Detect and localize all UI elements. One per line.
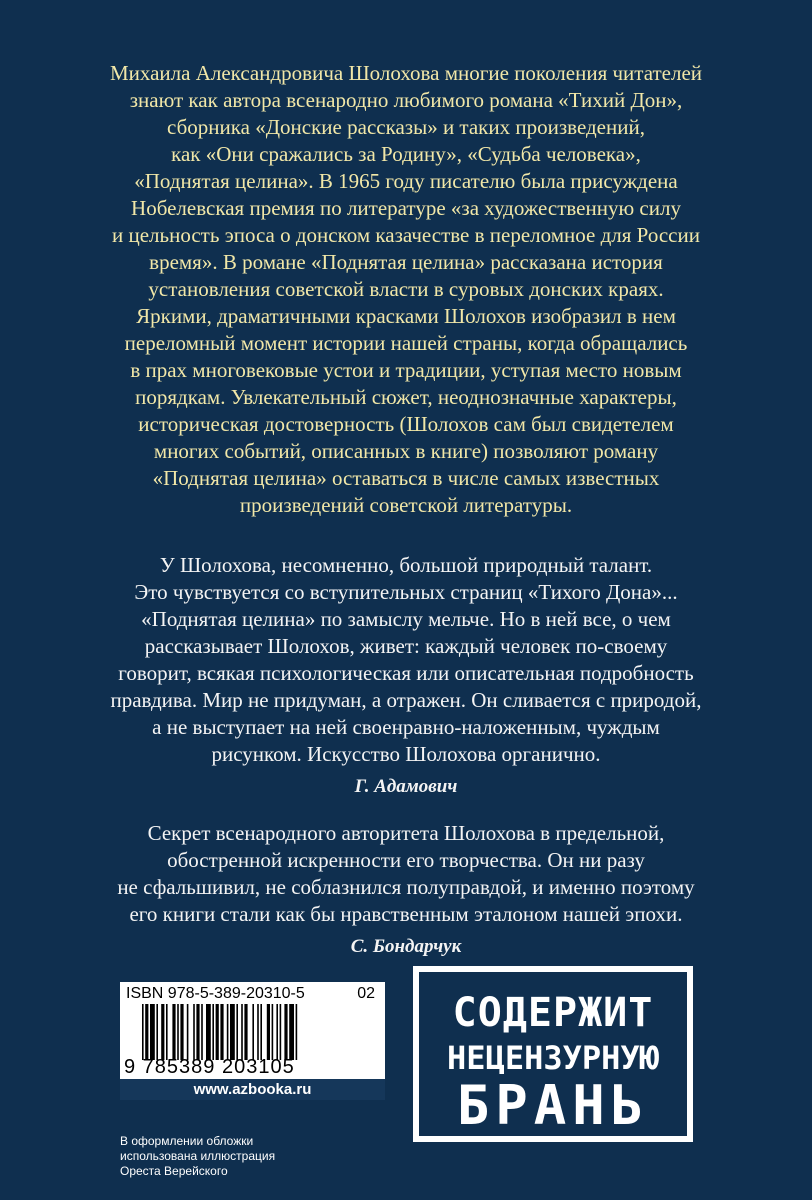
isbn-row [126, 985, 379, 1003]
quote-line: обостренной искренности его творчества. Он ни разу [167, 848, 645, 872]
annotation-line: историческая достоверность (Шолохов сам был свидетелем [138, 412, 674, 436]
barcode-bar [156, 1004, 158, 1060]
quote-line: его книги стали как бы нравственным эталоном нашей эпохи. [129, 902, 683, 926]
barcode-bars [142, 1004, 378, 1060]
barcode-bar [142, 1004, 144, 1060]
barcode-bar [172, 1004, 175, 1060]
annotation-line: как «Они сражались за Родину», «Судьба человека», [171, 142, 641, 166]
barcode-bar [227, 1004, 229, 1060]
quote-line: рассказывает Шолохов, живет: каждый человек по-своему [144, 634, 668, 658]
barcode-bar [161, 1004, 164, 1060]
barcode-bar [177, 1004, 179, 1060]
warning-line: СОДЕРЖИТ [452, 990, 654, 1036]
credit-line: Ореста Верейского [120, 1164, 228, 1178]
barcode-bar [166, 1004, 168, 1060]
isbn-barcode [120, 982, 385, 1100]
annotation-line: переломный момент истории нашей страны, когда обращались [124, 331, 688, 355]
isbn-addon: 02 [357, 985, 375, 1002]
quote-author: Г. Адамович [354, 776, 458, 797]
annotation-line: Нобелевская премия по литературе «за художественную силу [131, 196, 681, 220]
book-annotation [40, 60, 772, 519]
quote-line: не сфальшивил, не соблазнился полуправдой, и именно поэтому [117, 875, 695, 899]
barcode-bar [244, 1004, 247, 1060]
barcode-bar [289, 1004, 294, 1060]
cover-credit [120, 1134, 380, 1179]
barcode-bar [252, 1004, 254, 1060]
quote-line: говорит, всякая психологическая или описательная подробность [118, 661, 694, 685]
annotation-line: «Поднятая целина». В 1965 году писателю была присуждена [134, 169, 678, 193]
barcode-bar [276, 1004, 278, 1060]
barcode-bar [212, 1004, 214, 1060]
barcode-bar [150, 1004, 155, 1060]
quote-line: У Шолохова, несомненно, большой природный талант. [159, 553, 653, 577]
barcode-bar [187, 1004, 189, 1060]
barcode-bar [257, 1004, 259, 1060]
annotation-line: многих событий, описанных в книге) позволяют роману [153, 439, 659, 463]
barcode-bar [180, 1004, 183, 1060]
profanity-warning-badge [413, 966, 693, 1142]
barcode-bar [296, 1004, 298, 1060]
barcode-bar [236, 1004, 238, 1060]
annotation-line: знают как автора всенародно любимого романа «Тихий Дон», [129, 88, 683, 112]
barcode-bar [145, 1004, 148, 1060]
quote-line: «Поднятая целина» по замыслу мельче. Но в ней все, о чем [141, 607, 671, 631]
quote-line: рисунком. Искусство Шолохова органично. [211, 742, 601, 766]
annotation-line: сборника «Донские рассказы» и таких произведений, [167, 115, 645, 139]
publisher-url[interactable]: www.azbooka.ru [120, 1079, 385, 1100]
annotation-line: и цельность эпоса о донском казачестве в переломное для России [112, 223, 700, 247]
annotation-line: время». В романе «Поднятая целина» рассказана история [149, 250, 663, 274]
annotation-line: Михаила Александровича Шолохова многие поколения читателей [109, 61, 703, 85]
credit-line: В оформлении обложки [120, 1134, 254, 1148]
barcode-bar [267, 1004, 270, 1060]
quote-line: Секрет всенародного авторитета Шолохова в предельной, [147, 821, 665, 845]
barcode-bar [196, 1004, 199, 1060]
annotation-line: в прах многовековые устои и традиции, уступая место новым [130, 358, 682, 382]
annotation-line: произведений советской литературы. [239, 493, 573, 517]
barcode-bar [280, 1004, 282, 1060]
barcode-bar [272, 1004, 274, 1060]
quote-line: правдива. Мир не придуман, а отражен. Он сливается с природой, [110, 688, 702, 712]
barcode-bar [193, 1004, 195, 1060]
quote-author: С. Бондарчук [350, 936, 462, 957]
annotation-line: установления советской власти в суровых донских краях. [148, 277, 664, 301]
barcode-digits: 9 785389 203105 [124, 1056, 295, 1078]
isbn-number: ISBN 978-5-389-20310-5 [126, 985, 305, 1002]
barcode-bar [220, 1004, 223, 1060]
barcode-bar [241, 1004, 243, 1060]
barcode-bar [230, 1004, 235, 1060]
annotation-line: «Поднятая целина» оставаться в числе самых известных [152, 466, 660, 490]
credit-line: использована иллюстрация [120, 1149, 276, 1163]
quote-line: а не выступает на ней своенравно-наложенным, чуждым [152, 715, 660, 739]
annotation-line: Яркими, драматичными красками Шолохов изобразил в нем [136, 304, 676, 328]
annotation-line: порядкам. Увлекательный сюжет, неоднозначные характеры, [135, 385, 677, 409]
quote-line: Это чувствуется со вступительных страниц «Тихого Дона»... [134, 580, 678, 604]
barcode-bar [201, 1004, 203, 1060]
barcode-bar [260, 1004, 262, 1060]
barcode-bar [284, 1004, 287, 1060]
review-quote-bondarchuk [40, 820, 772, 960]
warning-line: БРАНЬ [456, 1074, 650, 1137]
barcode-bar [216, 1004, 219, 1060]
warning-line: НЕЦЕНЗУРНУЮ [447, 1039, 659, 1077]
review-quote-adamovich [40, 552, 772, 800]
barcode-bar [206, 1004, 211, 1060]
